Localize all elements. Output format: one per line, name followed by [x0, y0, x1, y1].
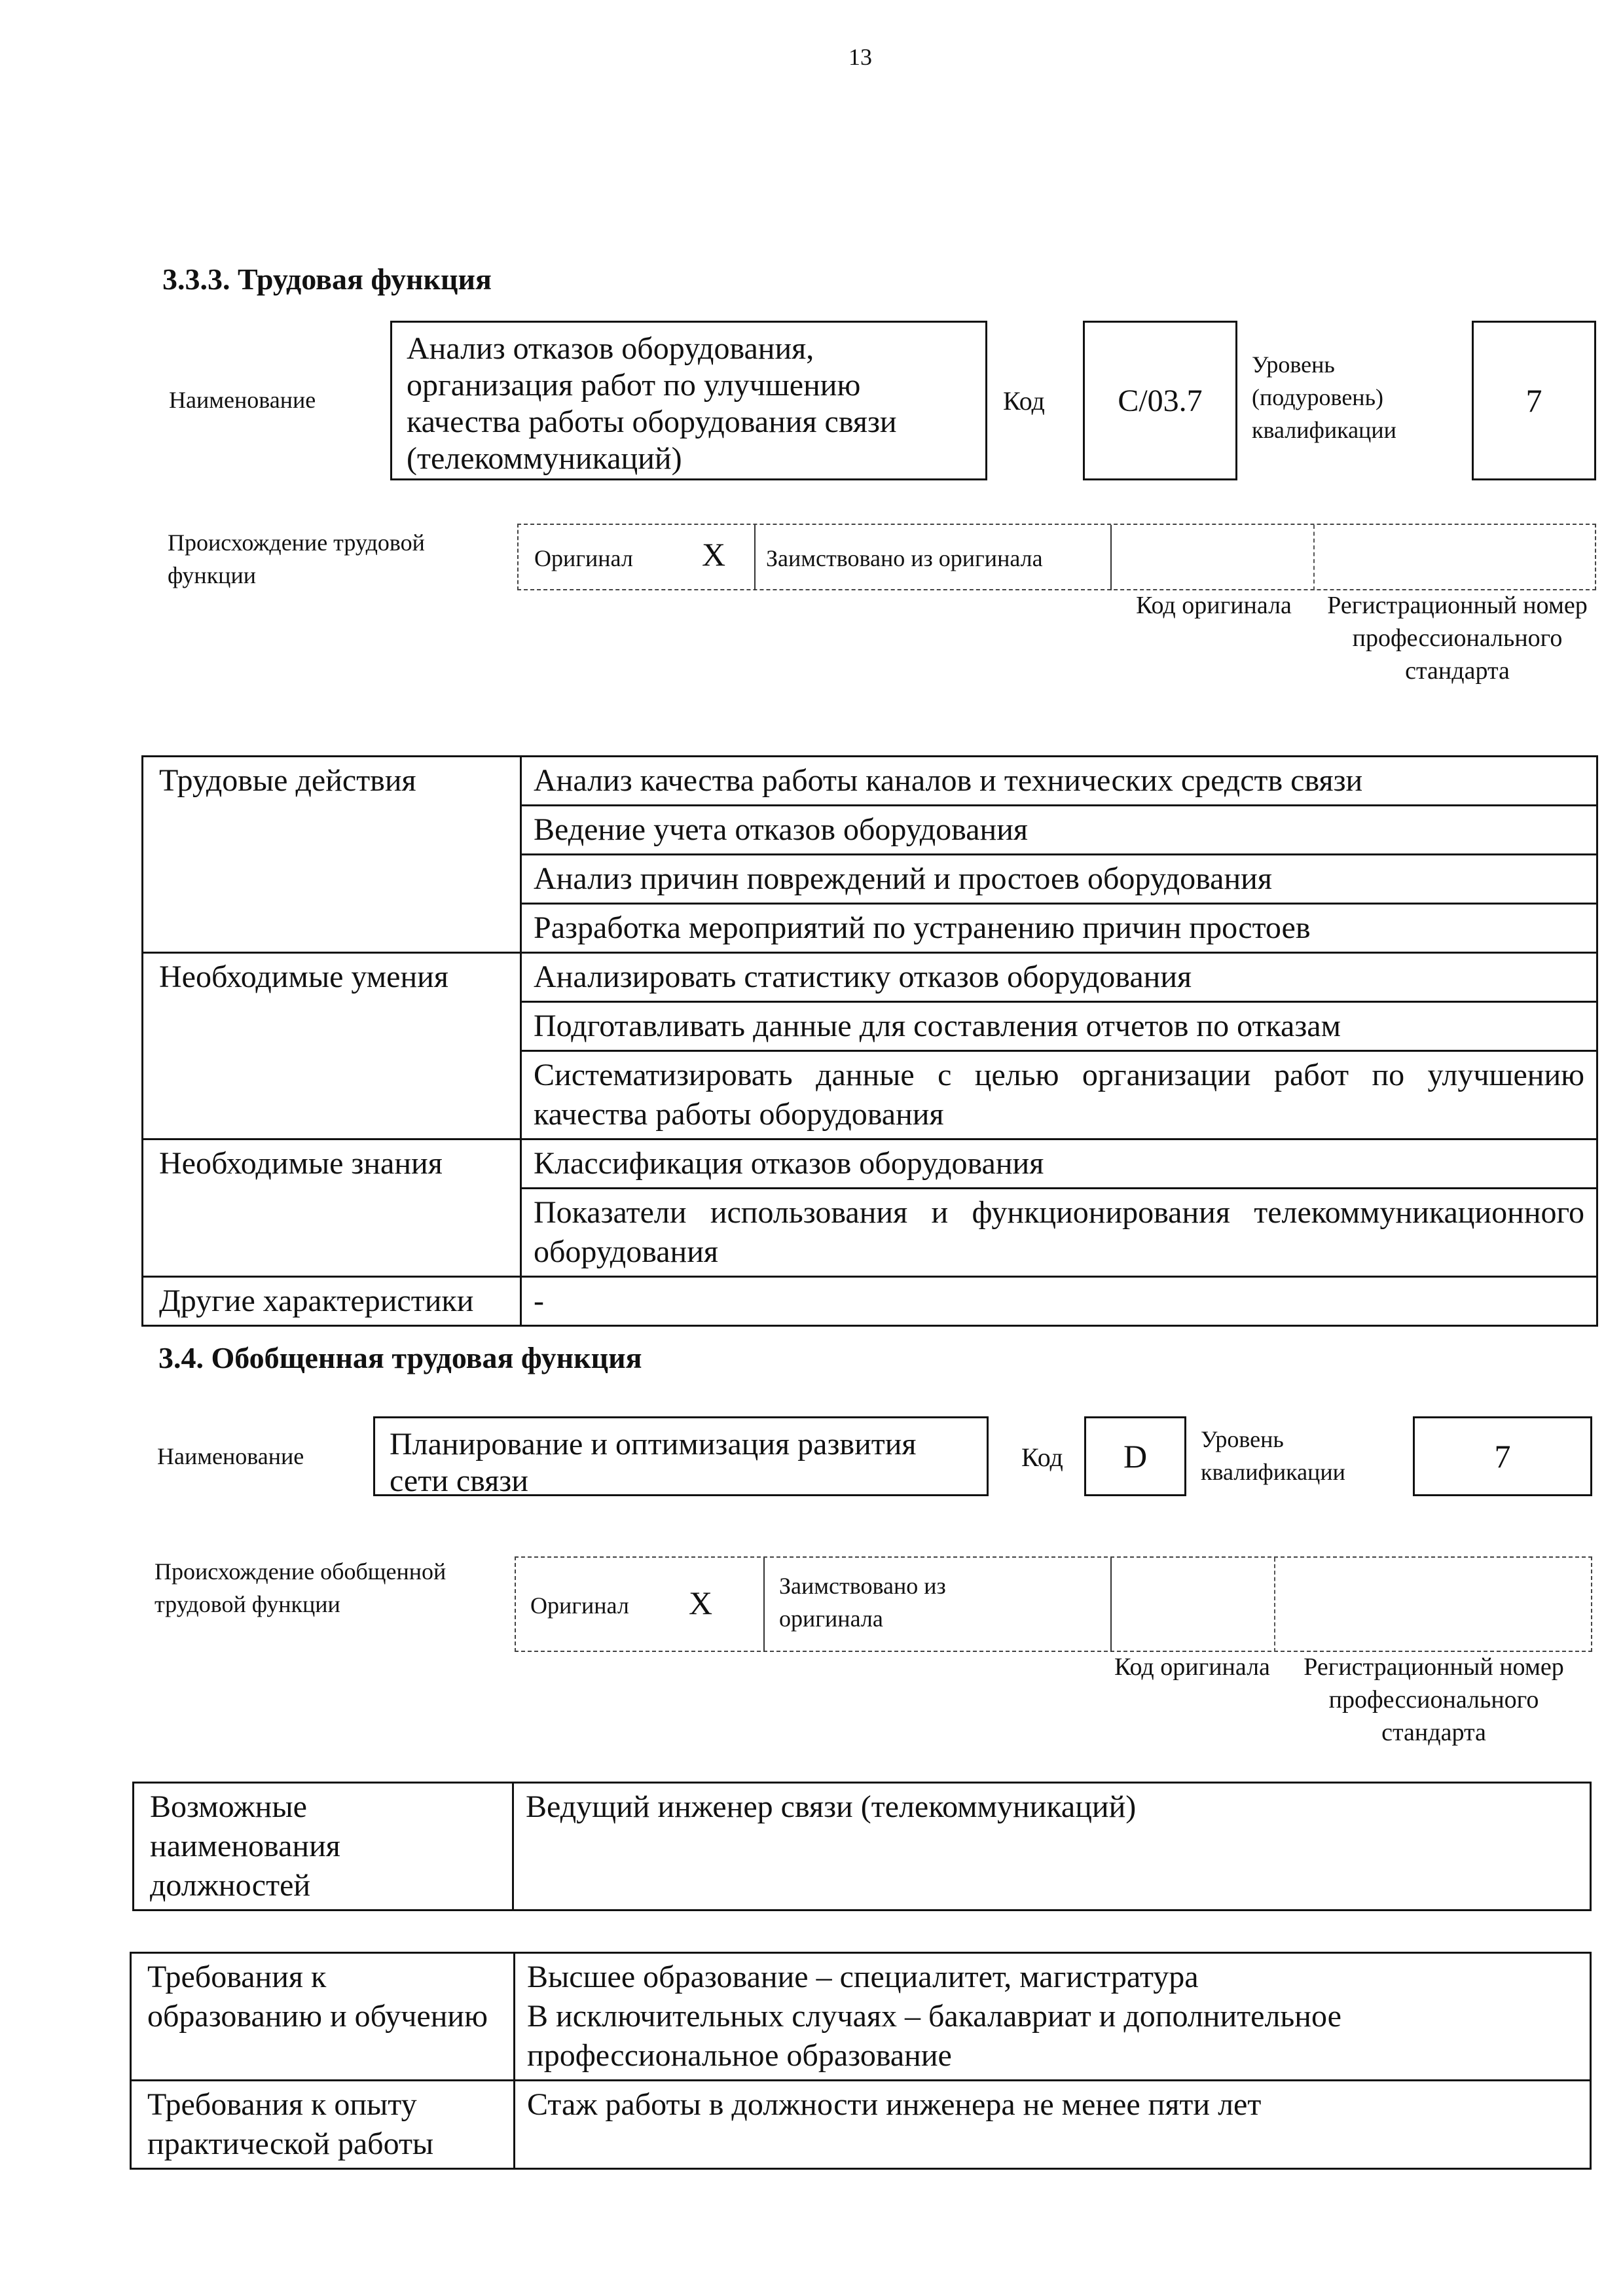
code-box [1083, 321, 1237, 480]
original-mark: X [702, 536, 726, 573]
orig-code-caption: Код оригинала [1114, 1653, 1270, 1681]
table-cell: - [521, 1277, 1597, 1326]
table-row [134, 1783, 1591, 1910]
reg-num-caption: Регистрационный номер профессионального стандарта [1327, 592, 1588, 685]
positions-table [132, 1782, 1592, 1911]
table-cell: Подготавливать данные для составления отчетов по отказам [521, 1002, 1597, 1051]
section-heading-3-4: 3.4. Обобщенная трудовая функция [158, 1341, 642, 1374]
code-label: Код [1003, 386, 1045, 416]
divider [1274, 1558, 1275, 1652]
code-box [1084, 1416, 1186, 1496]
table-row [143, 1277, 1597, 1326]
divider [1110, 1558, 1112, 1652]
borrowed-label: Заимствовано из оригинала [766, 545, 1043, 571]
divider [1110, 525, 1112, 590]
table-cell: Анализ качества работы каналов и технических средств связи [521, 757, 1597, 806]
table-cell: Анализ причин повреждений и простоев оборудования [521, 855, 1597, 904]
table-cell: Ведущий инженер связи (телекоммуникаций) [513, 1783, 1591, 1910]
function-name-value: Анализ отказов оборудования, организация работ по улучшению качества работы оборудования связи (телекоммуникаций) [407, 331, 897, 476]
row-label: Необходимые знания [143, 1139, 521, 1277]
divider [1313, 525, 1315, 590]
original-mark: X [689, 1585, 713, 1621]
level-label: Уровень (подуровень) квалификации [1252, 351, 1396, 443]
table-cell: Систематизировать данные с целью организации работ по улучшению качества работы оборудования [521, 1051, 1597, 1139]
requirements-table [130, 1952, 1592, 2170]
level-box [1472, 321, 1596, 480]
divider [763, 1558, 765, 1652]
table-row [131, 1953, 1591, 2081]
original-label: Оригинал [530, 1592, 629, 1619]
function-name-box [373, 1416, 989, 1496]
row-label: Возможные наименования должностей [134, 1783, 513, 1910]
origin-row [515, 1556, 1592, 1652]
name-label: Наименование [157, 1443, 304, 1469]
table-row [131, 2081, 1591, 2169]
code-label: Код [1021, 1443, 1063, 1472]
table-cell: Разработка мероприятий по устранению причин простоев [521, 904, 1597, 953]
table-cell [515, 1953, 1591, 2081]
origin-row [517, 524, 1596, 590]
name-label: Наименование [169, 387, 316, 413]
original-label: Оригинал [534, 545, 633, 571]
table-cell: Ведение учета отказов оборудования [521, 806, 1597, 855]
level-box [1413, 1416, 1592, 1496]
table-cell: Классификация отказов оборудования [521, 1139, 1597, 1189]
reg-num-caption: Регистрационный номер профессионального стандарта [1304, 1653, 1564, 1746]
row-label: Трудовые действия [143, 757, 521, 953]
row-label: Требования к опыту практической работы [131, 2081, 515, 2169]
function-name-value: Планирование и оптимизация развития сети связи [390, 1427, 917, 1498]
borrowed-label: Заимствовано из оригинала [779, 1573, 946, 1632]
row-label: Другие характеристики [143, 1277, 521, 1326]
page-number: 13 [848, 44, 872, 70]
origin-label: Происхождение обобщенной трудовой функции [155, 1558, 447, 1617]
origin-label: Происхождение трудовой функции [168, 529, 425, 588]
function-name-box [390, 321, 987, 480]
table-cell: Стаж работы в должности инженера не менее пяти лет [515, 2081, 1591, 2169]
row-label: Требования к образованию и обучению [131, 1953, 515, 2081]
code-value: D [1123, 1438, 1148, 1475]
table-row [143, 757, 1597, 806]
divider [754, 525, 756, 590]
level-label: Уровень квалификации [1201, 1426, 1345, 1485]
level-value: 7 [1494, 1438, 1511, 1475]
table-cell: Анализировать статистику отказов оборудования [521, 953, 1597, 1002]
code-value: С/03.7 [1118, 383, 1203, 418]
education-line: Высшее образование – специалитет, магистратура [527, 1960, 1199, 1994]
level-value: 7 [1525, 382, 1542, 419]
section-heading-3-3-3: 3.3.3. Трудовая функция [162, 262, 492, 296]
orig-code-caption: Код оригинала [1136, 592, 1292, 619]
education-line: В исключительных случаях – бакалавриат и дополнительное профессиональное образование [527, 1999, 1341, 2073]
table-row [143, 1139, 1597, 1189]
table-cell: Показатели использования и функционирования телекоммуникационного оборудования [521, 1189, 1597, 1277]
labor-function-table [141, 755, 1598, 1327]
table-row [143, 953, 1597, 1002]
row-label: Необходимые умения [143, 953, 521, 1139]
